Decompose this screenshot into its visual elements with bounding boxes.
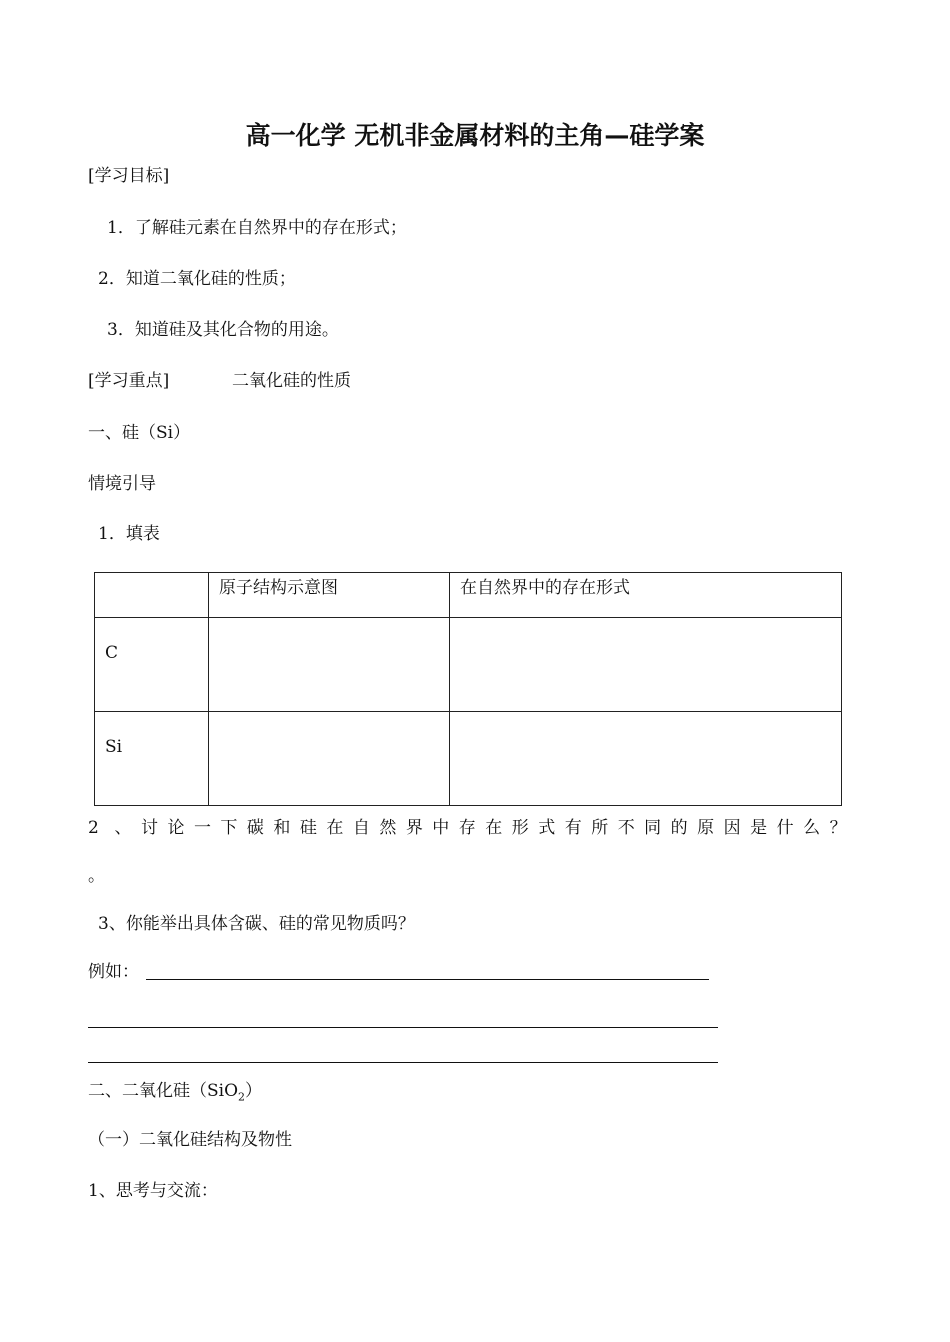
question2-char: 一 [193,818,211,838]
question2-char: 原 [697,818,715,838]
table-blank-cell[interactable] [209,712,450,806]
table-header-cell [95,573,209,618]
item1-label: 1．填表 [98,524,160,544]
table-blank-cell[interactable] [209,618,450,712]
question2-char: 存 [458,818,476,838]
think-exchange-label: 1、思考与交流： [88,1181,218,1201]
question2-char: 同 [644,818,662,838]
question2-char: 论 [167,818,185,838]
scenario-label: 情境引导 [88,474,156,494]
subsection1-heading: （一）二氧化硅结构及物性 [88,1130,292,1150]
table-blank-cell[interactable] [450,712,842,806]
question2-char: 和 [273,818,291,838]
question2-char: 2 [88,818,99,838]
fill-in-table [94,572,842,806]
table-row [95,618,842,712]
key-point-text: 二氧化硅的性质 [232,371,351,391]
objective-item: 2．知道二氧化硅的性质； [98,269,296,289]
question2-char: 讨 [140,818,158,838]
table-header-cell: 在自然界中的存在形式 [450,573,842,618]
table-row [95,712,842,806]
question2-char: 在 [485,818,503,838]
objectives-heading: [学习目标] [88,166,170,186]
question2-char: 然 [379,818,397,838]
question2-char: 所 [591,818,609,838]
question2-char: 有 [564,818,582,838]
example-label: 例如： [88,962,139,982]
section2-heading: 二、二氧化硅（SiO$_2$） [88,1081,263,1104]
table-blank-cell[interactable] [450,618,842,712]
objective-item: 1．了解硅元素在自然界中的存在形式； [107,218,407,238]
question2-char: 自 [352,818,370,838]
section1-heading: 一、硅（Si） [88,423,191,443]
question3: 3、你能举出具体含碳、硅的常见物质吗？ [98,914,415,934]
question2-char: ？ [829,818,847,838]
question2-char: 界 [405,818,423,838]
question2-char: 什 [776,818,794,838]
question2-char: 硅 [299,818,317,838]
answer-line[interactable] [146,979,709,980]
table-element-cell: Si [95,712,209,806]
question2-char: 、 [114,818,132,838]
answer-line[interactable] [88,1062,718,1063]
table-header-row [95,573,842,618]
question2-text [88,818,856,838]
question2-char: 不 [617,818,635,838]
answer-line[interactable] [88,1027,718,1028]
question2-char: 是 [750,818,768,838]
question2-char: 么 [803,818,821,838]
question2-char: 碳 [246,818,264,838]
question2 [88,818,856,838]
table-element-cell: C [95,618,209,712]
question2-char: 式 [538,818,556,838]
question2-char: 的 [670,818,688,838]
page-title: 高一化学 无机非金属材料的主角—硅学案 [245,121,705,150]
question2-char: 下 [220,818,238,838]
question2-end: 。 [88,866,105,886]
question2-char: 中 [432,818,450,838]
question2-char: 因 [723,818,741,838]
table-header-cell: 原子结构示意图 [209,573,450,618]
question2-char: 形 [511,818,529,838]
question2-char: 在 [326,818,344,838]
key-point-label: [学习重点] [88,371,170,391]
objective-item: 3．知道硅及其化合物的用途。 [107,320,339,340]
